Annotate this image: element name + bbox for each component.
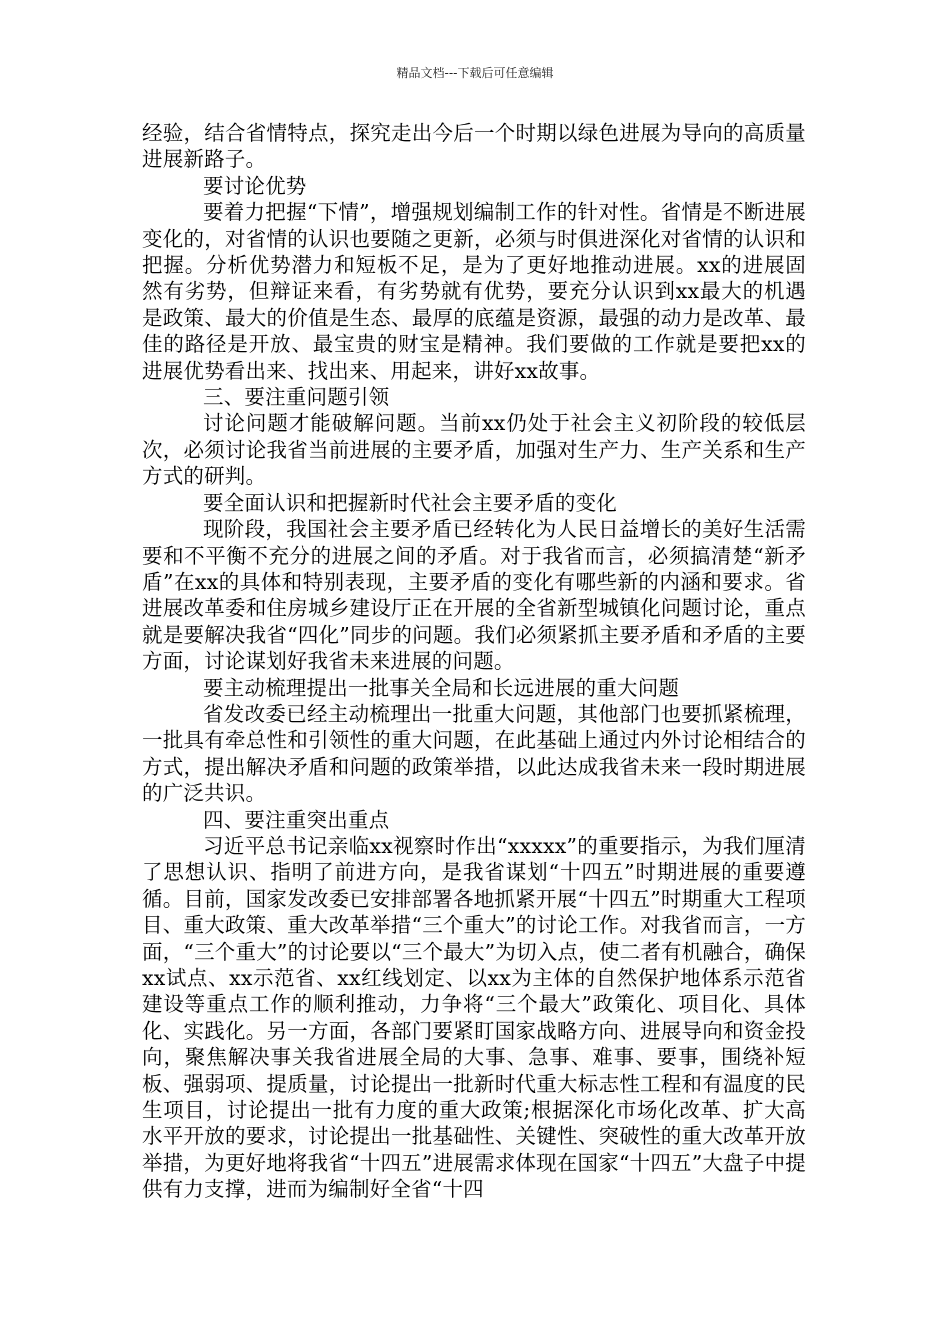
- heading-main-contradiction: 要全面认识和把握新时代社会主要矛盾的变化: [203, 490, 617, 515]
- heading-section-three: 三、要注重问题引领: [203, 385, 390, 410]
- heading-major-issues: 要主动梳理提出一批事关全局和长远进展的重大问题: [203, 675, 680, 700]
- paragraph-1: 经验，结合省情特点，探究走出今后一个时期以绿色进展为导向的高质量进展新路子。: [142, 121, 806, 172]
- paragraph-9: 省发改委已经主动梳理出一批重大问题，其他部门也要抓紧梳理，一批具有牵总性和引领性的重大问题，在此基础上通过内外讨论相结合的方式，提出解决矛盾和问题的政策举措，以此达成我省未来一段时期进展的广泛共识。: [142, 701, 806, 806]
- document-body: [142, 120, 806, 1203]
- paragraph-3: 要着力把握“下情”，增强规划编制工作的针对性。省情是不断进展变化的，对省情的认识也要随之更新，必须与时俱进深化对省情的认识和把握。分析优势潜力和短板不足，是为了更好地推动进展。xx的进展固然有劣势，但辩证来看，有劣势就有优势，要充分认识到xx最大的机遇是政策、最大的价值是生态、最厚的底蕴是资源，最强的动力是改革、最佳的路径是开放、最宝贵的财宝是精神。我们要做的工作就是要把xx的进展优势看出来、找出来、用起来，讲好xx故事。: [142, 200, 806, 383]
- paragraph-11: 习近平总书记亲临xx视察时作出“xxxxx”的重要指示，为我们厘清了思想认识、指明了前进方向，是我省谋划“十四五”时期进展的重要遵循。目前，国家发改委已安排部署各地抓紧开展“十四五”时期重大工程项目、重大政策、重大改革举措“三个重大”的讨论工作。对我省而言，一方面，“三个重大”的讨论要以“三个最大”为切入点，使二者有机融合，确保xx试点、xx示范省、xx红线划定、以xx为主体的自然保护地体系示范省建设等重点工作的顺利推动，力争将“三个最大”政策化、项目化、具体化、实践化。另一方面，各部门要紧盯国家战略方向、进展导向和资金投向，聚焦解决事关我省进展全局的大事、急事、难事、要事，围绕补短板、强弱项、提质量，讨论提出一批新时代重大标志性工程和有温度的民生项目，讨论提出一批有力度的重大政策;根据深化市场化改革、扩大高水平开放的要求，讨论提出一批基础性、关键性、突破性的重大改革开放举措，为更好地将我省“十四五”进展需求体现在国家“十四五”大盘子中提供有力支撑，进而为编制好全省“十四: [142, 833, 806, 1202]
- paragraph-5: 讨论问题才能破解问题。当前xx仍处于社会主义初阶段的较低层次，必须讨论我省当前进展的主要矛盾，加强对生产力、生产关系和生产方式的研判。: [142, 411, 806, 489]
- paragraph-7: 现阶段，我国社会主要矛盾已经转化为人民日益增长的美好生活需要和不平衡不充分的进展之间的矛盾。对于我省而言，必须搞清楚“新矛盾”在xx的具体和特别表现，主要矛盾的变化有哪些新的内涵和要求。省进展改革委和住房城乡建设厅正在开展的全省新型城镇化问题讨论，重点就是要解决我省“四化”同步的问题。我们必须紧抓主要矛盾和矛盾的主要方面，讨论谋划好我省未来进展的问题。: [142, 517, 806, 674]
- heading-research-advantages: 要讨论优势: [203, 173, 307, 198]
- page-header: 精品文档---下载后可任意编辑: [396, 66, 554, 80]
- heading-section-four: 四、要注重突出重点: [203, 807, 390, 832]
